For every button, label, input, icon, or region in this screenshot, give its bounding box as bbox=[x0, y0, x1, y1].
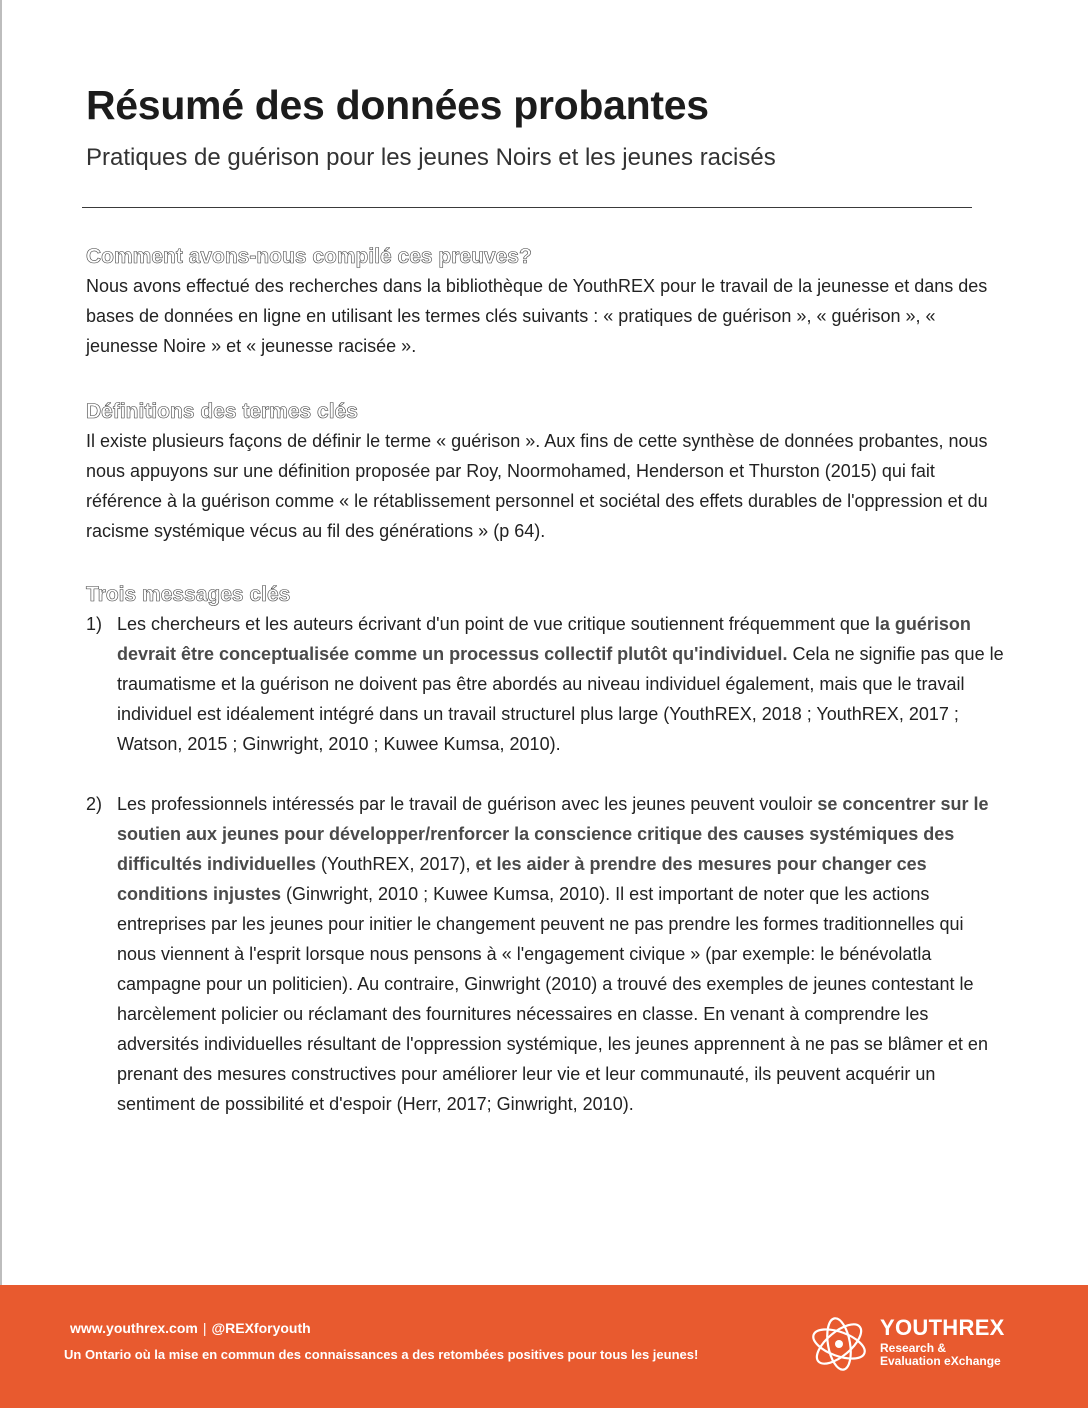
website-link[interactable]: www.youthrex.com bbox=[70, 1320, 198, 1336]
section-how-body: Nous avons effectué des recherches dans la bibliothèque de YouthREX pour le travail de la jeunesse et dans des bases de données en ligne en utilisant les termes clés suivants : « pratiques de guérison », « guérison », « jeunesse Noire » et « jeunesse racisée ». bbox=[86, 276, 988, 356]
section-definitions bbox=[86, 398, 1004, 546]
page-subtitle: Pratiques de guérison pour les jeunes Noirs et les jeunes racisés bbox=[86, 144, 776, 171]
key-message-text: Cela ne signifie pas que le traumatisme et la guérison ne doivent pas être abordés au niveau individuel également, mais que le travail individuel est idéalement intégré dans un travail structurel plus large (YouthREX, 2018 ; YouthREX, 2017 ; Watson, 2015 ; Ginwright, 2010 ; Kuwee Kumsa, 2010). bbox=[117, 644, 1004, 754]
twitter-handle-link[interactable]: @REXforyouth bbox=[211, 1320, 311, 1336]
header-divider bbox=[82, 207, 972, 208]
footer-bar bbox=[0, 1285, 1088, 1408]
key-message-text: Les professionnels intéressés par le travail de guérison avec les jeunes peuvent vouloir bbox=[117, 794, 818, 814]
key-message-number: 1) bbox=[86, 614, 103, 634]
section-how bbox=[86, 243, 1004, 361]
page-edge-rule bbox=[0, 0, 2, 1285]
key-message-2 bbox=[86, 789, 1004, 1119]
key-message-highlight: se concentrer sur le soutien aux jeunes pour développer/renforcer la conscience critique des causes systémiques des difficultés individuelles bbox=[117, 794, 989, 874]
footer-tagline: Un Ontario où la mise en commun des connaissances a des retombées positives pour tous les jeunes! bbox=[64, 1347, 699, 1362]
section-messages bbox=[86, 581, 1004, 1119]
key-message-text: (YouthREX, 2017), bbox=[316, 854, 476, 874]
section-how-heading: Comment avons-nous compilé ces preuves? bbox=[86, 245, 532, 268]
footer-separator: | bbox=[202, 1320, 207, 1336]
section-definitions-body: Il existe plusieurs façons de définir le terme « guérison ». Aux fins de cette synthèse de données probantes, nous nous appuyons sur une définition proposée par Roy, Noormohamed, Henderson et Thurston (2015) qui fait référence à la guérison comme « le rétablissement personnel et sociétal des effets durables de l'oppression et du racisme systémique vécus au fil des générations » (p 64). bbox=[86, 431, 988, 541]
logo-subtitle bbox=[880, 1342, 1001, 1368]
section-definitions-heading: Définitions des termes clés bbox=[86, 400, 358, 423]
key-messages-list bbox=[86, 609, 1004, 1119]
logo-subtitle-line: Evaluation eXchange bbox=[880, 1354, 1001, 1368]
logo-subtitle-line: Research & bbox=[880, 1341, 947, 1355]
youthrex-logo-icon bbox=[806, 1311, 872, 1377]
key-message-1 bbox=[86, 609, 1004, 759]
key-message-highlight: et les aider à prendre des mesures pour changer ces conditions injustes bbox=[117, 854, 927, 904]
footer-links bbox=[70, 1320, 311, 1336]
key-message-text: (Ginwright, 2010 ; Kuwee Kumsa, 2010). Il est important de noter que les actions entreprises par les jeunes pour initier le changement peuvent ne pas prendre les formes traditionnelles qui nous viennent à l'esprit lorsque nous pensons à « l'engagement civique » (par exemple: le bénévolatla campagne pour un politicien). Au contraire, Ginwright (2010) a trouvé des exemples de jeunes contestant le harcèlement policier ou réclamant des fournitures nécessaires en classe. En venant à comprendre les adversités individuelles résultant de l'oppression systémique, les jeunes apprennent à ne pas se blâmer et en prenant des mesures constructives pour améliorer leur vie et leur communauté, ils peuvent acquérir un sentiment de possibilité et d'espoir (Herr, 2017; Ginwright, 2010). bbox=[117, 884, 988, 1114]
key-message-highlight: la guérison devrait être conceptualisée comme un processus collectif plutôt qu'individuel. bbox=[117, 614, 971, 664]
page-title: Résumé des données probantes bbox=[86, 82, 709, 128]
section-messages-heading: Trois messages clés bbox=[86, 583, 291, 606]
youthrex-logo bbox=[806, 1311, 1026, 1381]
key-message-number: 2) bbox=[86, 794, 103, 814]
key-message-text: Les chercheurs et les auteurs écrivant d'un point de vue critique soutiennent fréquemment que bbox=[117, 614, 875, 634]
logo-wordmark: YOUTHREX bbox=[880, 1315, 1005, 1340]
